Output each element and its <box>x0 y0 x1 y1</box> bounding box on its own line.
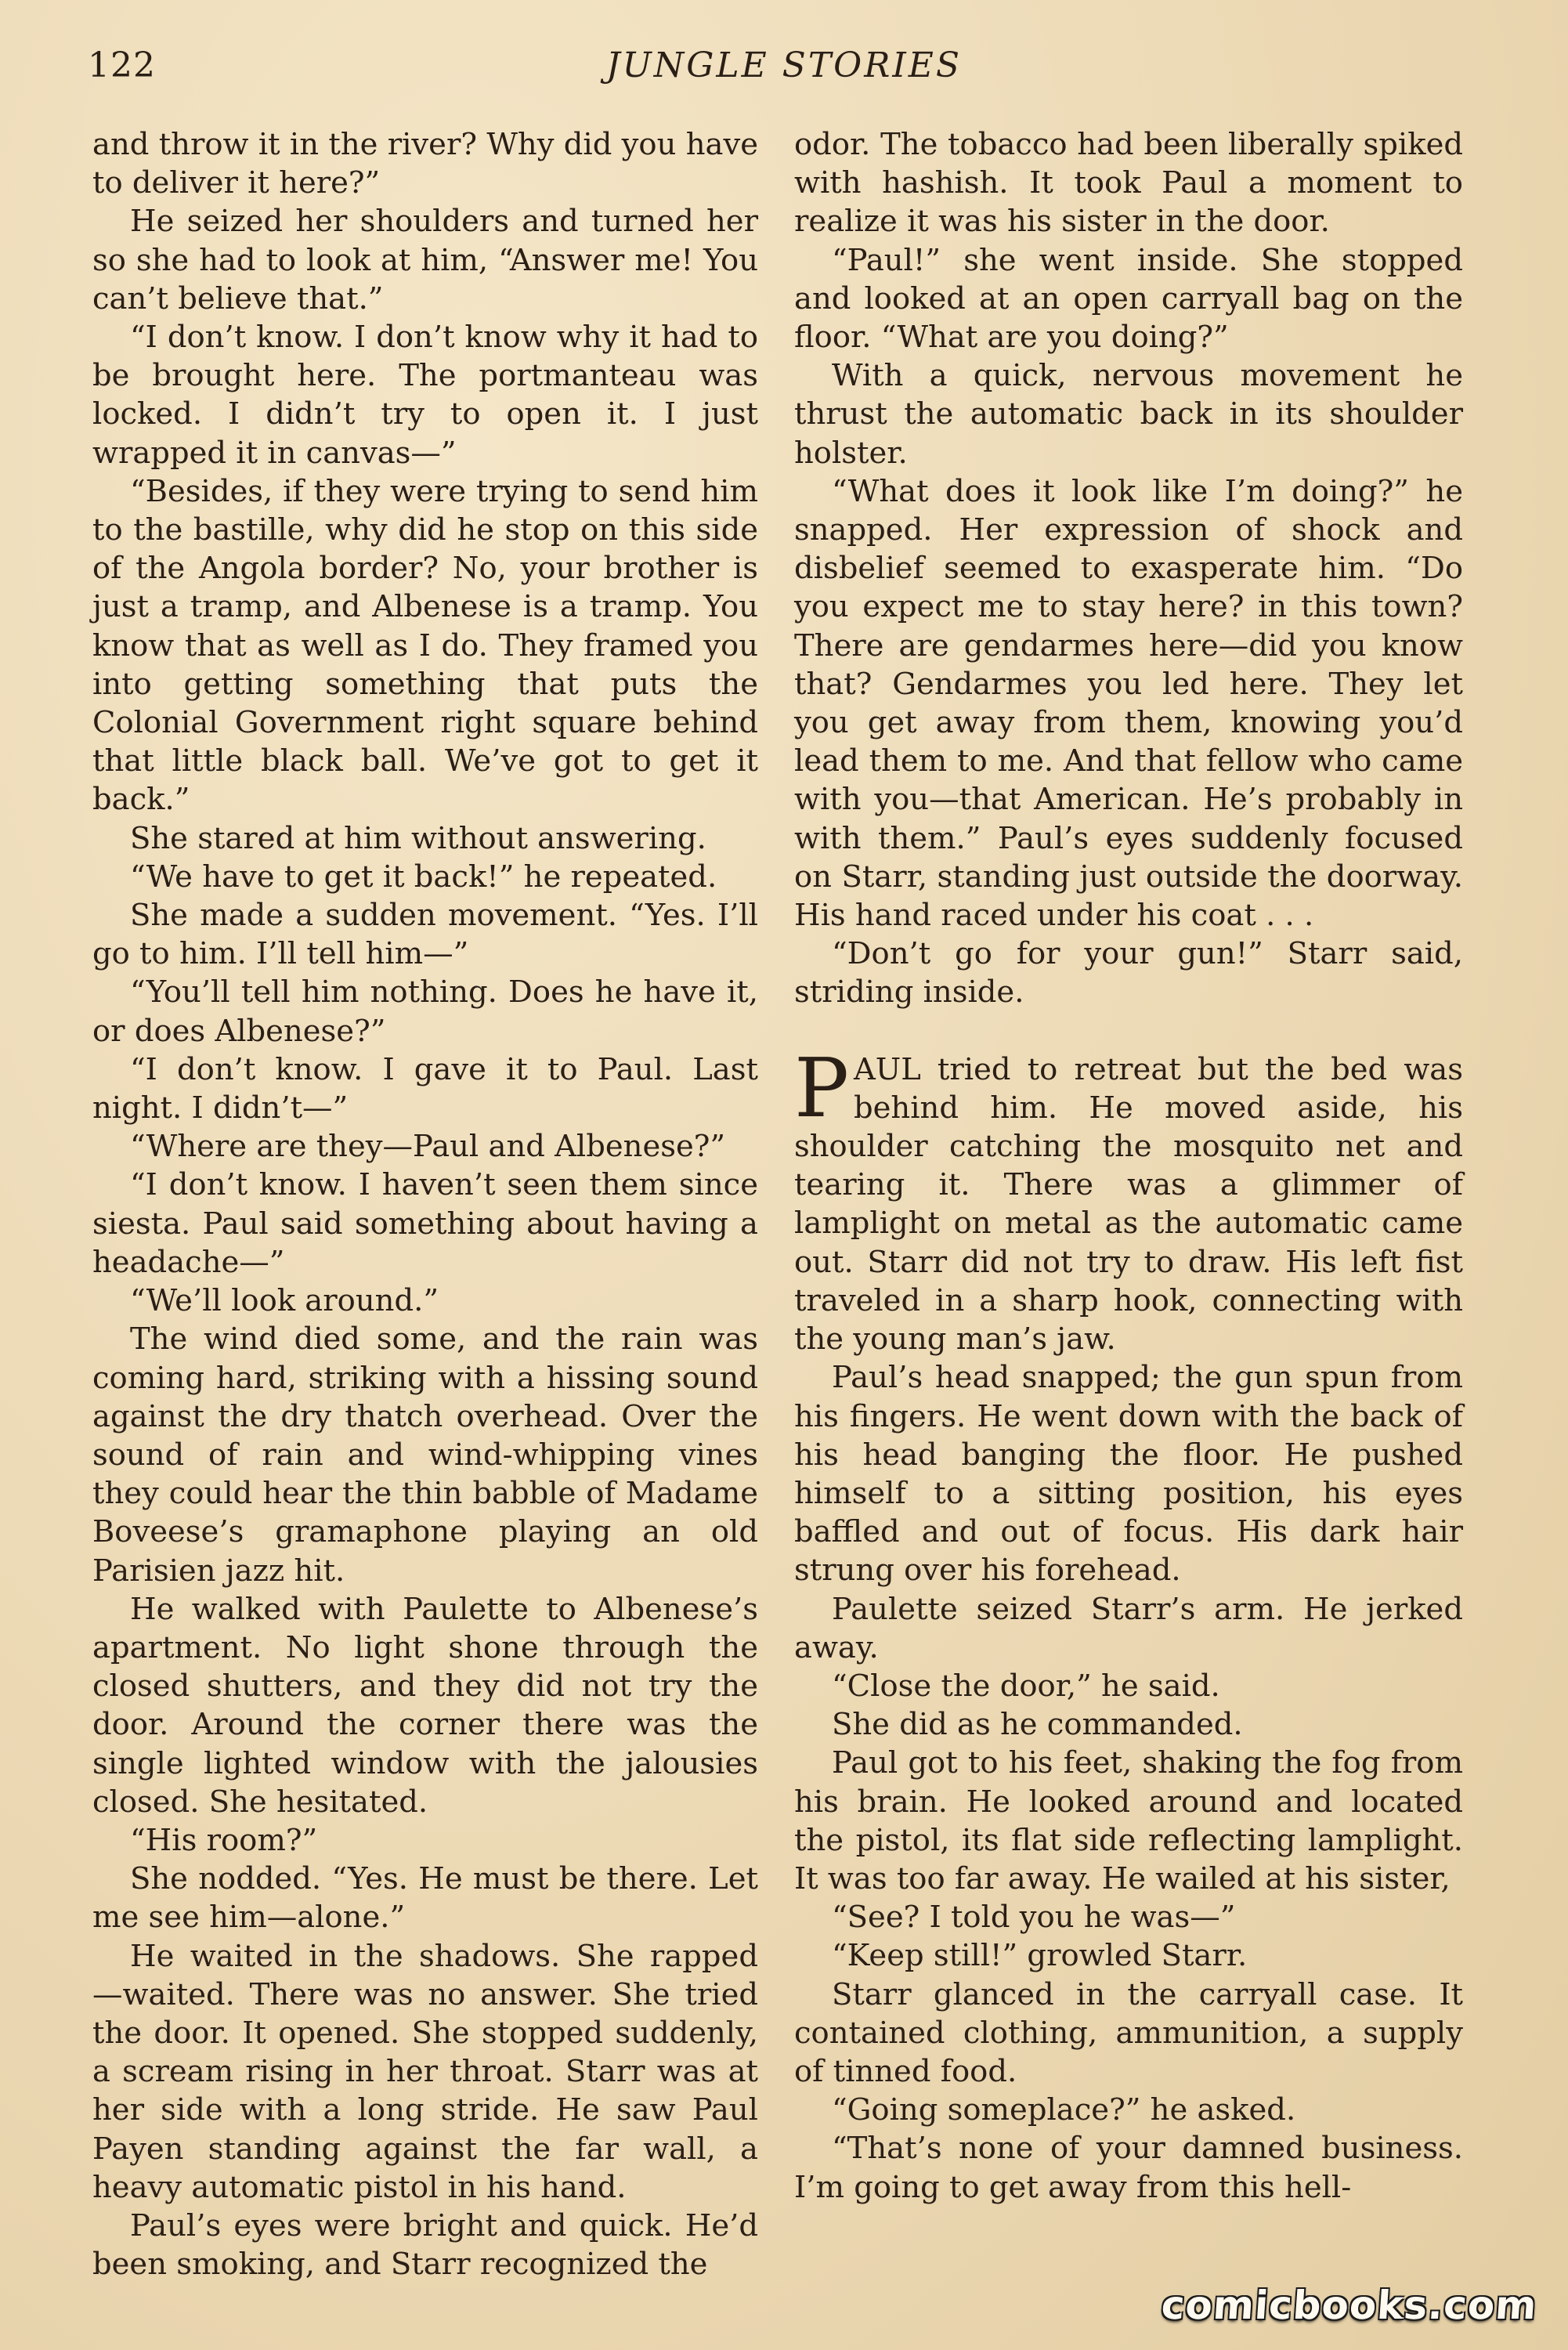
paragraph: Paul got to his feet, shaking the fog from his brain. He looked around and located the pistol, its flat side reflecting lamplight. It was too far away. He wailed at his sister, <box>794 1745 1463 1896</box>
watermark-logo: comicbooks.com <box>1159 2283 1539 2328</box>
paragraph: He seized her shoulders and turned her so she had to look at him, “Answer me! You can’t believe that.” <box>92 204 758 316</box>
paragraph: “See? I told you he was—” <box>832 1900 1236 1936</box>
paragraph: Starr glanced in the carryall case. It contained clothing, ammunition, a supply of tinned food. <box>794 1976 1463 2089</box>
paragraph: “We’ll look around.” <box>130 1283 439 1319</box>
paragraph: “What does it look like I’m doing?” he snapped. Her expression of shock and disbelief seemed to exasperate him. “Do you expect me to stay here? in this town? There are gendarmes here—did you know that? Gendarmes you led here. They let you get away from them, knowing you’d lead them to me. And that fellow who came with you—that American. He’s probably in with them.” Paul’s eyes suddenly focused on Starr, standing just outside the doorway. His hand raced under his coat . . . <box>794 473 1463 934</box>
paragraph: “Don’t go for your gun!” Starr said, striding inside. <box>794 936 1463 1010</box>
paragraph: Paul’s eyes were bright and quick. He’d been smoking, and Starr recognized the <box>92 2207 758 2283</box>
paragraph: “Besides, if they were trying to send him to the bastille, why did he stop on this side of the Angola border? No, your brother is just a tramp, and Albenese is a tramp. You know that as well as I do. They framed you into getting something that puts the Colonial Government right square behind that little black ball. We’ve got to get it back.” <box>92 473 758 818</box>
paragraph: She stared at him without answering. <box>130 820 706 856</box>
page-header <box>88 45 1480 100</box>
paragraph: He waited in the shadows. She rapped —waited. There was no answer. She tried the door. It opened. She stopped suddenly, a scream rising in her throat. Starr was at her side with a long stride. He saw Paul Payen standing against the far wall, a heavy automatic pistol in his hand. <box>92 1938 758 2205</box>
paragraph: With a quick, nervous movement he thrust the automatic back in its shoulder holster. <box>794 358 1463 471</box>
paragraph: “I don’t know. I don’t know why it had to be brought here. The portmanteau was locked. I didn’t try to open it. I just wrapped it in canvas—” <box>92 320 758 471</box>
paragraph: “Where are they—Paul and Albenese?” <box>130 1129 726 1165</box>
paragraph: “His room?” <box>130 1822 318 1858</box>
section-paragraph <box>794 1039 1463 1359</box>
paragraph: and throw it in the river? Why did you have to deliver it here?” <box>92 127 758 201</box>
paragraph: “That’s none of your damned business. I’m going to get away from this hell- <box>794 2131 1463 2205</box>
paragraph: “I don’t know. I gave it to Paul. Last night. I didn’t—” <box>92 1051 758 1126</box>
paragraph: “Close the door,” he said. <box>832 1668 1220 1704</box>
paragraph: She nodded. “Yes. He must be there. Let me see him—alone.” <box>92 1861 758 1936</box>
paragraph: Paulette seized Starr’s arm. He jerked away. <box>794 1591 1463 1665</box>
paragraph: “Paul!” she went inside. She stopped and looked at an open carryall bag on the floor. “What are you doing?” <box>794 242 1463 356</box>
paragraph: “We have to get it back!” he repeated. <box>130 859 717 895</box>
paragraph: The wind died some, and the rain was coming hard, striking with a hissing sound against the dry thatch overhead. Over the sound of rain and wind-whipping vines they could hear the thin babble of Madame Boveese’s gramaphone playing an old Parisien jazz hit. <box>92 1321 758 1589</box>
page-number: 122 <box>88 45 156 85</box>
right-column <box>794 125 1463 2207</box>
paragraph: “Going someplace?” he asked. <box>832 2092 1296 2128</box>
drop-cap: P <box>794 1039 849 1136</box>
paragraph: Paul’s head snapped; the gun spun from his fingers. He went down with the back of his head banging the floor. He pushed himself to a sitting position, his eyes baffled and out of focus. His dark hair strung over his forehead. <box>794 1360 1463 1589</box>
paragraph: She did as he commanded. <box>832 1707 1243 1743</box>
paragraph: He walked with Paulette to Albenese’s apartment. No light shone through the closed shutters, and they did not try the door. Around the corner there was the single lighted window with the jalousies closed. She hesitated. <box>92 1591 758 1820</box>
paragraph: odor. The tobacco had been liberally spiked with hashish. It took Paul a moment to realize it was his sister in the door. <box>794 127 1463 240</box>
paragraph: “Keep still!” growled Starr. <box>832 1938 1248 1974</box>
paragraph: She made a sudden movement. “Yes. I’ll go to him. I’ll tell him—” <box>92 898 758 972</box>
running-title: JUNGLE STORIES <box>605 45 963 85</box>
paragraph: “You’ll tell him nothing. Does he have it, or does Albenese?” <box>92 974 758 1049</box>
left-column <box>92 125 758 2283</box>
section-text: AUL tried to retreat but the bed was behind him. He moved aside, his shoulder catching the mosquito net and tearing it. There was a glimmer of lamplight on metal as the automatic came out. Starr did not try to draw. His left fist traveled in a sharp hook, connecting with the young man’s jaw. <box>794 1051 1463 1358</box>
paragraph: “I don’t know. I haven’t seen them since siesta. Paul said something about having a headache—” <box>92 1167 758 1280</box>
